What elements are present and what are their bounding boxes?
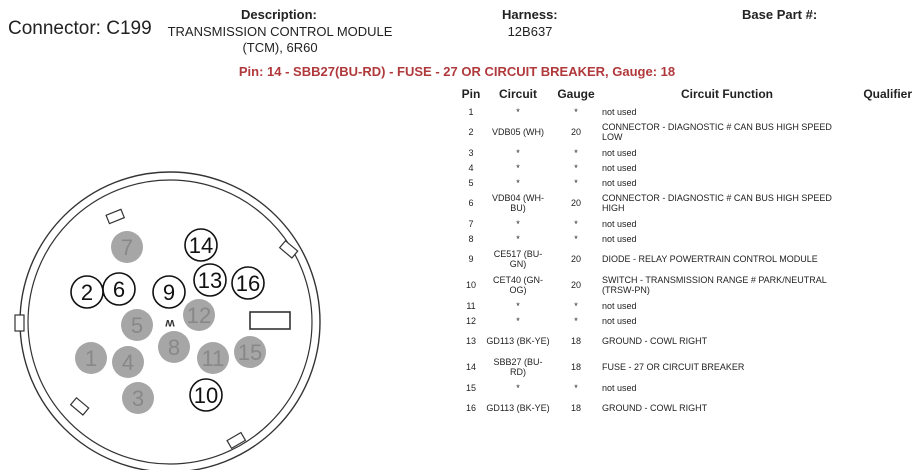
qualifier (852, 313, 912, 328)
table-row (456, 246, 912, 272)
circuit-name: SBB27 (BU-RD) (493, 357, 543, 377)
table-row (456, 272, 912, 298)
pin-cavity-9 (153, 276, 185, 308)
table-row (456, 313, 912, 328)
table-row (456, 175, 912, 190)
pin-number: 14 (465, 362, 476, 372)
circuit-name: * (516, 218, 520, 229)
key-mark: w (165, 317, 175, 331)
pin-cavity-13 (194, 264, 226, 296)
wire-gauge: * (574, 162, 578, 173)
pin-cavity-12 (183, 299, 215, 331)
pin-cavity-10 (190, 379, 222, 411)
pin-cavity-5 (121, 309, 153, 341)
qualifier (852, 328, 912, 354)
pin-number: 8 (468, 233, 474, 244)
pin-cavity-16 (232, 267, 264, 299)
circuit-function: DIODE - RELAY POWERTRAIN CONTROL MODULE (602, 254, 818, 264)
table-row (456, 395, 912, 421)
circuit-function: GROUND - COWL RIGHT (602, 403, 708, 413)
pin-number: 9 (468, 254, 474, 264)
pin-cavity-15 (234, 336, 266, 368)
harness-value: 12B637 (507, 24, 553, 39)
wire-gauge: 18 (570, 403, 581, 413)
connector-label: Connector: C199 (8, 18, 152, 39)
pin-number-label: 14 (188, 233, 214, 258)
harness-label: Harness: (502, 7, 558, 22)
description-value (150, 24, 410, 56)
pin-number-label: 1 (84, 346, 98, 371)
qualifier (852, 190, 912, 216)
pin-table-header (456, 86, 912, 104)
pin-number: 7 (468, 218, 474, 229)
circuit-function: not used (602, 162, 637, 173)
circuit-function: not used (602, 233, 637, 244)
pin-number: 12 (465, 315, 476, 326)
circuit-name: * (516, 162, 520, 173)
pin-cavity-14 (185, 229, 217, 261)
pin-number: 4 (468, 162, 474, 173)
circuit-name: * (516, 300, 520, 311)
pin-cavity-6 (103, 273, 135, 305)
qualifier (852, 216, 912, 231)
circuit-function: GROUND - COWL RIGHT (602, 336, 708, 346)
qualifier (852, 231, 912, 246)
pin-number-label: 2 (80, 280, 94, 305)
table-row (456, 190, 912, 216)
pin-number-label: 11 (201, 346, 225, 371)
qualifier (852, 119, 912, 145)
description-line-2: (TCM), 6R60 (242, 40, 318, 55)
qualifier (852, 380, 912, 395)
pin-number: 3 (468, 147, 474, 158)
wire-gauge: 20 (570, 280, 581, 290)
circuit-function: not used (602, 300, 637, 311)
base-part-label: Base Part #: (742, 7, 818, 22)
wire-gauge: 20 (570, 254, 581, 264)
qualifier (852, 246, 912, 272)
table-row (456, 104, 912, 119)
pin-cavity-3 (122, 382, 154, 414)
pin-number-label: 15 (237, 340, 263, 365)
circuit-function: SWITCH - TRANSMISSION RANGE # PARK/NEUTRAL (TRSW-PN) (602, 275, 827, 295)
wire-gauge: * (574, 315, 578, 326)
wire-gauge: * (574, 300, 578, 311)
qualifier (852, 354, 912, 380)
pin-number-label: 8 (167, 335, 181, 360)
pin-number-label: 13 (197, 268, 223, 293)
pin-number-label: 3 (131, 386, 145, 411)
qualifier (852, 272, 912, 298)
pin-number-label: 6 (112, 277, 126, 302)
wire-gauge: * (574, 218, 578, 229)
wire-gauge: 20 (570, 127, 581, 137)
header-qualifier: Qualifier (863, 87, 912, 101)
circuit-function: CONNECTOR - DIAGNOSTIC # CAN BUS HIGH SPEED LOW (602, 122, 832, 142)
qualifier (852, 175, 912, 190)
circuit-name: * (516, 106, 520, 117)
pin-cavity-2 (71, 276, 103, 308)
pin-cavity-7 (111, 231, 143, 263)
header-circuit: Circuit (498, 87, 537, 101)
circuit-name: * (516, 382, 520, 393)
pin-number: 16 (465, 403, 476, 413)
key-notch-bottom-right (227, 433, 245, 449)
table-row (456, 380, 912, 395)
circuit-name: VDB04 (WH-BU) (491, 193, 544, 213)
pin-cavity-4 (112, 346, 144, 378)
circuit-function: not used (602, 106, 637, 117)
wire-gauge: * (574, 106, 578, 117)
table-row (456, 354, 912, 380)
pin-number: 1 (468, 106, 474, 117)
pin-number-label: 10 (193, 383, 219, 408)
circuit-name: * (516, 233, 520, 244)
description-label: Description: (241, 7, 317, 22)
table-row (456, 216, 912, 231)
pin-number-label: 4 (121, 350, 135, 375)
circuit-name: VDB05 (WH) (491, 127, 544, 137)
qualifier (852, 395, 912, 421)
circuit-function: not used (602, 382, 637, 393)
wire-gauge: * (574, 233, 578, 244)
pin-number: 6 (468, 198, 474, 208)
wire-gauge: * (574, 382, 578, 393)
pin-number: 13 (465, 336, 476, 346)
key-latch-right (250, 312, 290, 329)
circuit-name: GD113 (BK-YE) (486, 403, 550, 413)
circuit-name: * (516, 315, 520, 326)
connector-face-diagram (0, 170, 340, 470)
pin-table (456, 86, 912, 421)
circuit-function: not used (602, 147, 637, 158)
wire-gauge: 18 (570, 362, 581, 372)
circuit-name: GD113 (BK-YE) (486, 336, 550, 346)
pin-number: 11 (466, 300, 476, 311)
circuit-name: * (516, 177, 520, 188)
table-row (456, 145, 912, 160)
circuit-name: CET40 (GN-OG) (492, 275, 543, 295)
key-notch-top (106, 209, 124, 223)
key-notch-bottom-left (71, 398, 89, 415)
pin-cavity-1 (75, 342, 107, 374)
table-row (456, 119, 912, 145)
header-gauge: Gauge (557, 87, 595, 101)
wire-gauge: * (574, 177, 578, 188)
pin-cavity-11 (197, 342, 229, 374)
pin-number-label: 12 (186, 303, 212, 328)
table-row (456, 231, 912, 246)
wire-gauge: 20 (570, 198, 581, 208)
pin-number: 10 (465, 280, 476, 290)
circuit-function: not used (602, 177, 637, 188)
circuit-name: CE517 (BU-GN) (493, 249, 543, 269)
wire-gauge: * (574, 147, 578, 158)
header-function: Circuit Function (681, 87, 773, 101)
key-notch-left (15, 315, 24, 331)
qualifier (852, 145, 912, 160)
qualifier (852, 104, 912, 119)
pin-number-label: 9 (162, 280, 176, 305)
pin-number-label: 7 (120, 235, 134, 260)
pin-number-label: 5 (130, 313, 144, 338)
table-row (456, 298, 912, 313)
pin-number: 5 (468, 177, 474, 188)
qualifier (852, 160, 912, 175)
circuit-function: not used (602, 315, 637, 326)
circuit-name: * (516, 147, 520, 158)
header-pin: Pin (461, 87, 481, 101)
qualifier (852, 298, 912, 313)
pin-cavity-8 (158, 331, 190, 363)
pin-number-label: 16 (235, 271, 261, 296)
description-line-1: TRANSMISSION CONTROL MODULE (167, 24, 393, 39)
circuit-function: FUSE - 27 OR CIRCUIT BREAKER (602, 362, 745, 372)
table-row (456, 160, 912, 175)
wire-gauge: 18 (570, 336, 581, 346)
table-row (456, 328, 912, 354)
circuit-function: not used (602, 218, 637, 229)
pin-number: 15 (465, 382, 476, 393)
pin-number: 2 (468, 127, 474, 137)
circuit-function: CONNECTOR - DIAGNOSTIC # CAN BUS HIGH SPEED HIGH (602, 193, 832, 213)
selected-pin-banner: Pin: 14 - SBB27(BU-RD) - FUSE - 27 OR CIRCUIT BREAKER, Gauge: 18 (238, 64, 676, 79)
